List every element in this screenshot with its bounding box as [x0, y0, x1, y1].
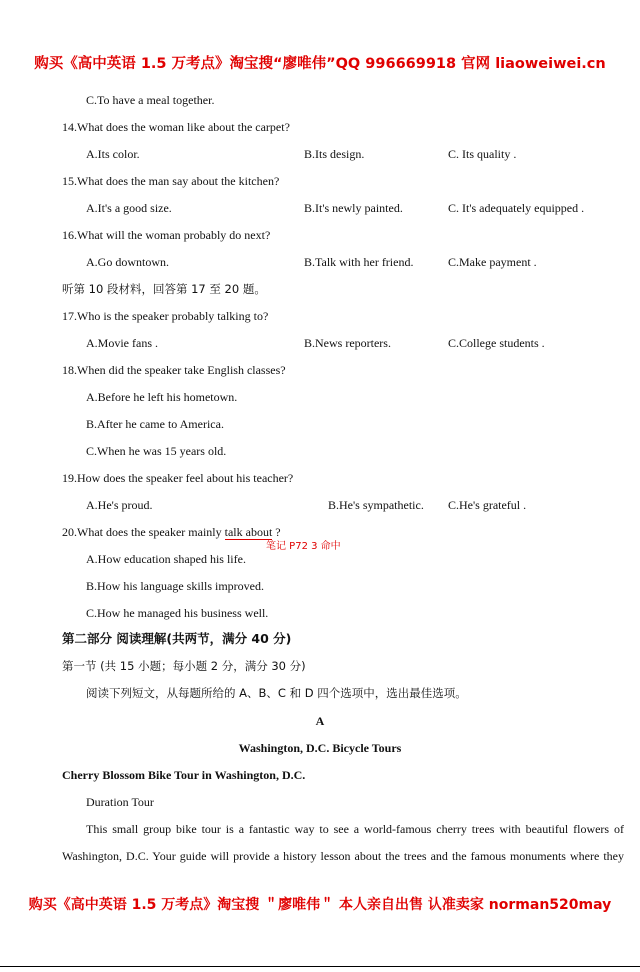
section-1-heading: 第一节 (共 15 小题；每小题 2 分，满分 30 分): [62, 659, 306, 673]
q19-option-a: A.He's proud.: [86, 498, 153, 512]
q16-option-b: B.Talk with her friend.: [304, 255, 414, 269]
passage-line-2: Washington, D.C. Your guide will provide a history lesson about the trees and the famous monuments where they: [62, 849, 624, 863]
q20-stem-prefix: 20.What does the speaker mainly: [62, 525, 225, 539]
q18-option-a: A.Before he left his hometown.: [86, 390, 238, 404]
q15-option-b: B.It's newly painted.: [304, 201, 403, 215]
q20-option-b: B.How his language skills improved.: [86, 579, 264, 593]
q14-option-b: B.Its design.: [304, 147, 365, 161]
q15-stem: 15.What does the man say about the kitchen?: [62, 174, 280, 188]
q16-stem: 16.What will the woman probably do next?: [62, 228, 271, 242]
part2-title: 第二部分 阅读理解(共两节，满分 40 分): [62, 631, 292, 646]
q20-stem: [62, 525, 281, 539]
passage-line-1: This small group bike tour is a fantastic way to see a world-famous cherry trees with beautiful flowers of: [86, 822, 624, 836]
q14-option-a: A.Its color.: [86, 147, 140, 161]
q17-option-c: C.College students .: [448, 336, 545, 350]
header-banner: 购买《高中英语 1.5 万考点》淘宝搜“廖唯伟”QQ 996669918 官网 liaoweiwei.cn: [34, 56, 606, 72]
q19-option-b: B.He's sympathetic.: [328, 498, 424, 512]
q13-option-c: C.To have a meal together.: [86, 93, 215, 107]
passage-letter: A: [315, 714, 325, 728]
q20-stem-suffix: ?: [272, 525, 281, 539]
q17-option-a: A.Movie fans .: [86, 336, 158, 350]
q17-stem: 17.Who is the speaker probably talking to?: [62, 309, 269, 323]
q20-option-c: C.How he managed his business well.: [86, 606, 269, 620]
q18-option-c: C.When he was 15 years old.: [86, 444, 227, 458]
handwritten-note: 笔记 P72 3 命中: [266, 541, 341, 552]
q16-option-a: A.Go downtown.: [86, 255, 169, 269]
q14-option-c: C. Its quality .: [448, 147, 517, 161]
q20-stem-underlined: talk about: [224, 525, 273, 539]
passage-title: Washington, D.C. Bicycle Tours: [238, 741, 402, 755]
q18-option-b: B.After he came to America.: [86, 417, 224, 431]
q14-stem: 14.What does the woman like about the carpet?: [62, 120, 290, 134]
footer-banner: 购买《高中英语 1.5 万考点》淘宝搜 ＂廖唯伟＂ 本人亲自出售 认准卖家 norman520may: [28, 897, 612, 913]
reading-instruction: 阅读下列短文，从每题所给的 A、B、C 和 D 四个选项中，选出最佳选项。: [86, 686, 467, 700]
passage-subtitle: Cherry Blossom Bike Tour in Washington, D.C.: [62, 768, 306, 782]
page-bottom-rule: [0, 966, 640, 967]
q15-option-a: A.It's a good size.: [86, 201, 172, 215]
q17-option-b: B.News reporters.: [304, 336, 391, 350]
duration-label: Duration Tour: [86, 795, 154, 809]
q19-option-c: C.He's grateful .: [448, 498, 527, 512]
q20-option-a: A.How education shaped his life.: [86, 552, 246, 566]
q15-option-c: C. It's adequately equipped .: [448, 201, 585, 215]
q18-stem: 18.When did the speaker take English classes?: [62, 363, 286, 377]
q19-stem: 19.How does the speaker feel about his teacher?: [62, 471, 294, 485]
q16-option-c: C.Make payment .: [448, 255, 537, 269]
section-10-instruction: 听第 10 段材料，回答第 17 至 20 题。: [62, 282, 266, 296]
